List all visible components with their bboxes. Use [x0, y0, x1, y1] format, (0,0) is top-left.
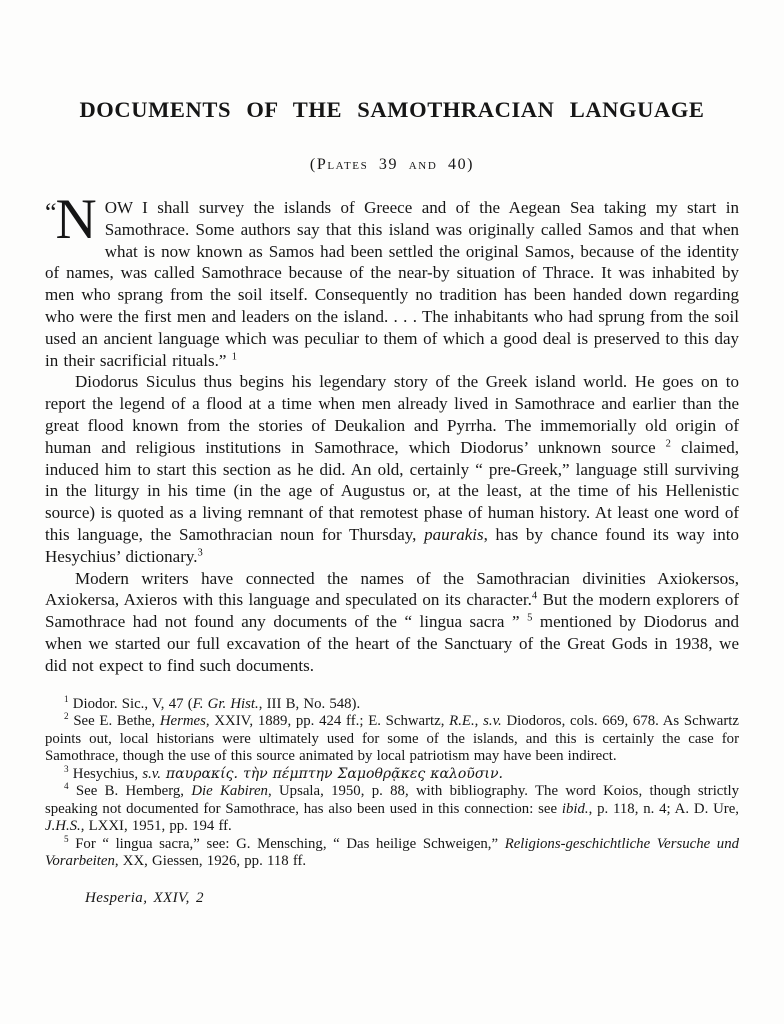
footnote-2	[45, 713, 739, 766]
paragraph-2-text: Diodorus Siculus thus begins his legendary story of the Greek island world. He goes on to report the legend of a flood at a time when men already lived in Samothrace and earlier than the great flood known from the stories of Deukalion and Pyrrha. The immemorially old origin of human and religious institutions in Samothrace, which Diodorus’ unknown source	[45, 372, 739, 457]
cited-work-title: F. Gr. Hist.	[192, 695, 259, 712]
footnote-ref-5: 5	[527, 612, 533, 624]
paragraph-3-text: mentioned by Diodorus and when we started our full excavation of the heart of the Sanctuary of the Great Gods in 1938, we did not expect to find such documents.	[45, 612, 739, 675]
plates-note: (Plates 39 and 40)	[309, 156, 475, 173]
article-body	[45, 188, 739, 677]
cited-work-title: J.H.S.	[45, 818, 81, 835]
footnote-5	[45, 833, 739, 871]
paragraph-1	[45, 188, 739, 371]
footnote-4-text: See B. Hemberg,	[68, 783, 192, 800]
paragraph-2-text: , has by chance found its way into Hesychius’ dictionary.	[45, 524, 739, 566]
footnote-4-text: , p. 118, n. 4; A. D. Ure,	[588, 800, 740, 817]
article-title: DOCUMENTS OF THE SAMOTHRACIAN LANGUAGE	[79, 97, 705, 122]
footnote-3	[45, 763, 739, 784]
journal-footer: Hesperia, XXIV, 2	[85, 889, 204, 906]
footnote-4-text: , LXXI, 1951, pp. 194 ff.	[80, 818, 232, 835]
latin-abbreviation: ibid.	[561, 800, 589, 817]
footnote-1-text: Diodor. Sic., V, 47 (	[68, 695, 193, 712]
footnote-ref-2: 2	[665, 438, 671, 450]
paragraph-2-text: claimed, induced him to start this section as he did. An old, certainly “ pre-Greek,” language still surviving in the liturgy in his time (in the age of Augustus or, at the least, at the time of his Hellenistic source) is quoted as a living remnant of that remotest phase of human history. At least one word of this language, the Samothracian noun for Thursday,	[45, 437, 739, 544]
footnote-ref-1: 1	[231, 350, 237, 362]
footnote-1	[45, 693, 739, 714]
footnote-4	[45, 783, 739, 836]
footnote-2-text: See E. Bethe,	[68, 713, 160, 730]
footnote-5-text: , XX, Giessen, 1926, pp. 118 ff.	[114, 853, 307, 870]
footnotes-section	[45, 693, 740, 871]
paragraph-2	[45, 371, 739, 567]
footnote-1-number: 1	[64, 693, 69, 704]
paragraph-3-text: But the modern explorers of Samothrace had not found any documents of the “ lingua sacra ”	[45, 590, 739, 632]
footnote-4-number: 4	[64, 781, 69, 792]
paragraph-1-text: OW I shall survey the islands of Greece and of the Aegean Sea taking my start in Samothrace. Some authors say that this island was originally called Samos and that when what is now known as Samos had been settled the original Samos, because of the identity of names, was called Samothrace because of the near-by situation of Thrace. It was inhabited by men who sprang from the soil itself. Consequently no tradition has been handed down regarding who were the first men and leaders on the island. . . . The inhabitants who had sprung from the soil used an ancient language which was peculiar to them of which a good deal is preserved to this day in their sacrificial rituals.”	[45, 198, 739, 370]
opening-quote-mark: “	[45, 198, 56, 227]
cited-work-title: Hermes	[159, 713, 206, 730]
footnote-3-text: Hesychius,	[68, 765, 143, 782]
italic-term-paurakis: paurakis	[424, 524, 484, 544]
greek-quotation: παυρακίς. τὴν πέμπτην Σαμοθρᾷκες καλοῦσιν.	[160, 765, 503, 782]
footnote-3-number: 3	[64, 763, 69, 774]
footnote-2-text: , XXIV, 1889, pp. 424 ff.; E. Schwartz,	[205, 713, 450, 730]
paragraph-3-text: Modern writers have connected the names of the Samothracian divinities Axiokersos, Axiokersa, Axieros with this language and speculated on its character.	[45, 568, 739, 610]
footnote-5-text: For “ lingua sacra,” see: G. Mensching, “ Das heilige Schweigen,”	[68, 835, 505, 852]
dropcap-letter: N	[55, 188, 97, 251]
footnote-5-number: 5	[64, 833, 69, 844]
footnote-2-text: ,	[474, 713, 484, 730]
footnote-2-number: 2	[64, 711, 69, 722]
footnote-ref-4: 4	[531, 590, 538, 602]
footnote-2-text: Diodoros, cols. 669, 678. As Schwartz points out, local historians were ultimately used for some of the islands, and this is certainly the case for Samothrace, though the use of this source animated by local patriotism may have been indirect.	[45, 713, 739, 765]
footnote-1-text: , III B, No. 548).	[258, 695, 361, 712]
dropcap-block	[45, 188, 97, 251]
latin-abbreviation: s.v.	[483, 713, 502, 730]
latin-abbreviation: s.v.	[142, 765, 161, 782]
cited-work-title: Die Kabiren	[191, 783, 268, 800]
paragraph-3	[45, 568, 739, 677]
footnote-ref-3: 3	[197, 547, 203, 559]
cited-work-title: R.E.	[449, 713, 475, 730]
cited-work-title: Religions-geschichtliche Versuche und Vorarbeiten	[45, 835, 739, 870]
footnote-4-text: , Upsala, 1950, p. 88, with bibliography. The word Koios, though strictly speaking not documented for Samothrace, has also been used in this connection: see	[45, 783, 739, 817]
